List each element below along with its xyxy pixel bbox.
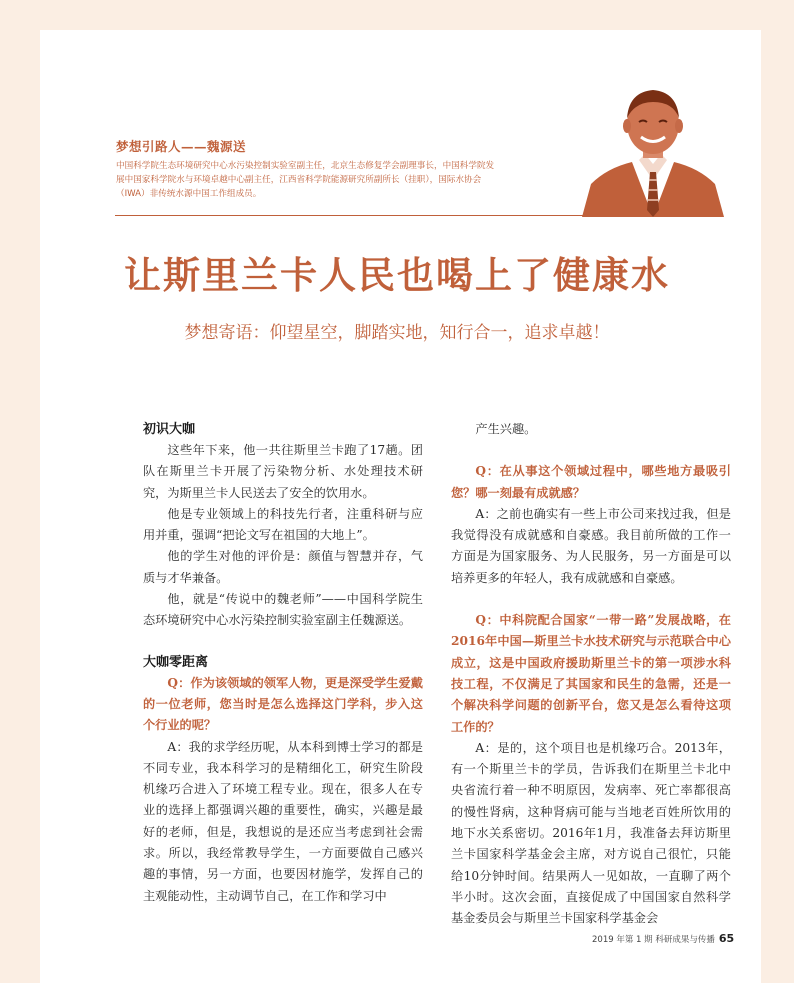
answer-continued: 产生兴趣。 bbox=[475, 422, 537, 436]
issue-label: 2019 年第 1 期 科研成果与传播 bbox=[592, 935, 715, 945]
answer: A：之前也确实有一些上市公司来找过我，但是我觉得没有成就感和自豪感。我目前所做的工作一方面是为国家服务、为人民服务，另一方面是可以培养更多的年轻人，我有成就感和自豪感。 bbox=[451, 506, 731, 585]
question: Q：在从事这个领域过程中，哪些地方最吸引您？哪一刻最有成就感？ bbox=[451, 464, 731, 500]
paragraph: 他的学生对他的评价是：颜值与智慧并存，气质与才华兼备。 bbox=[143, 549, 423, 585]
right-column bbox=[451, 419, 731, 930]
page-footer bbox=[592, 932, 734, 945]
guide-title: 梦想引路人——魏源送 bbox=[116, 139, 247, 154]
article-title: 让斯里兰卡人民也喝上了健康水 bbox=[124, 254, 670, 297]
header-divider bbox=[115, 215, 590, 216]
person-portrait-icon bbox=[577, 80, 729, 217]
answer: A：是的，这个项目也是机缘巧合。2013年，有一个斯里兰卡的学员，告诉我们在斯里兰卡北中央省流行着一种不明原因，发病率、死亡率都很高的慢性肾病，这种肾病可能与当地老百姓所饮用的地下水关系密切。2016年1月，我准备去拜访斯里兰卡国家科学基金会主席，对方说自己很忙，只能给10分钟时间。结果两人一见如故，一直聊了两个半小时。这次会面，直接促成了中国国家自然科学基金委员会与斯里兰卡国家科学基金会 bbox=[451, 740, 731, 926]
question: Q：作为该领域的领军人物，更是深受学生爱戴的一位老师，您当时是怎么选择这门学科，步入这个行业的呢？ bbox=[143, 675, 423, 733]
paragraph: 这些年下来，他一共往斯里兰卡跑了17趟。团队在斯里兰卡开展了污染物分析、水处理技术研究，为斯里兰卡人民送去了安全的饮用水。 bbox=[143, 443, 423, 500]
guide-bio: 中国科学院生态环境研究中心水污染控制实验室副主任，北京生态修复学会副理事长，中国科学院发展中国家科学院水与环境卓越中心副主任，江西省科学院能源研究所副所长（挂职），国际水协会（IWA）非传统水源中国工作组成员。 bbox=[116, 161, 495, 199]
article-motto: 梦想寄语：仰望星空，脚踏实地，知行合一，追求卓越！ bbox=[184, 323, 610, 343]
section-heading-interview: 大咖零距离 bbox=[143, 654, 209, 670]
page-number: 65 bbox=[718, 932, 735, 945]
section-heading-intro: 初识大咖 bbox=[143, 422, 196, 437]
answer: A：我的求学经历呢，从本科到博士学习的都是不同专业，我本科学习的是精细化工，研究生阶段机缘巧合进入了环境工程专业。现在，很多人在专业的选择上都强调兴趣的重要性，确实，兴趣是最好的老师，但是，我想说的是还应当考虑到社会需求。所以，我经常教导学生，一方面要做自己感兴趣的事情，另一方面，也要因材施学，发挥自己的主观能动性，主动调节自己，在工作和学习中 bbox=[143, 739, 423, 903]
paragraph: 他，就是“传说中的魏老师”——中国科学院生态环境研究中心水污染控制实验室副主任魏源送。 bbox=[143, 592, 423, 628]
paragraph: 他是专业领域上的科技先行者，注重科研与应用并重，强调“把论文写在祖国的大地上”。 bbox=[143, 506, 423, 543]
left-column bbox=[143, 419, 423, 907]
question: Q：中科院配合国家“一带一路”发展战略，在2016年中国—斯里兰卡水技术研究与示范联合中心成立，这是中国政府援助斯里兰卡的第一项涉水科技工程，不仅满足了其国家和民生的急需，还是一个解决科学问题的创新平台，您又是怎么看待这项工作的？ bbox=[451, 613, 731, 734]
